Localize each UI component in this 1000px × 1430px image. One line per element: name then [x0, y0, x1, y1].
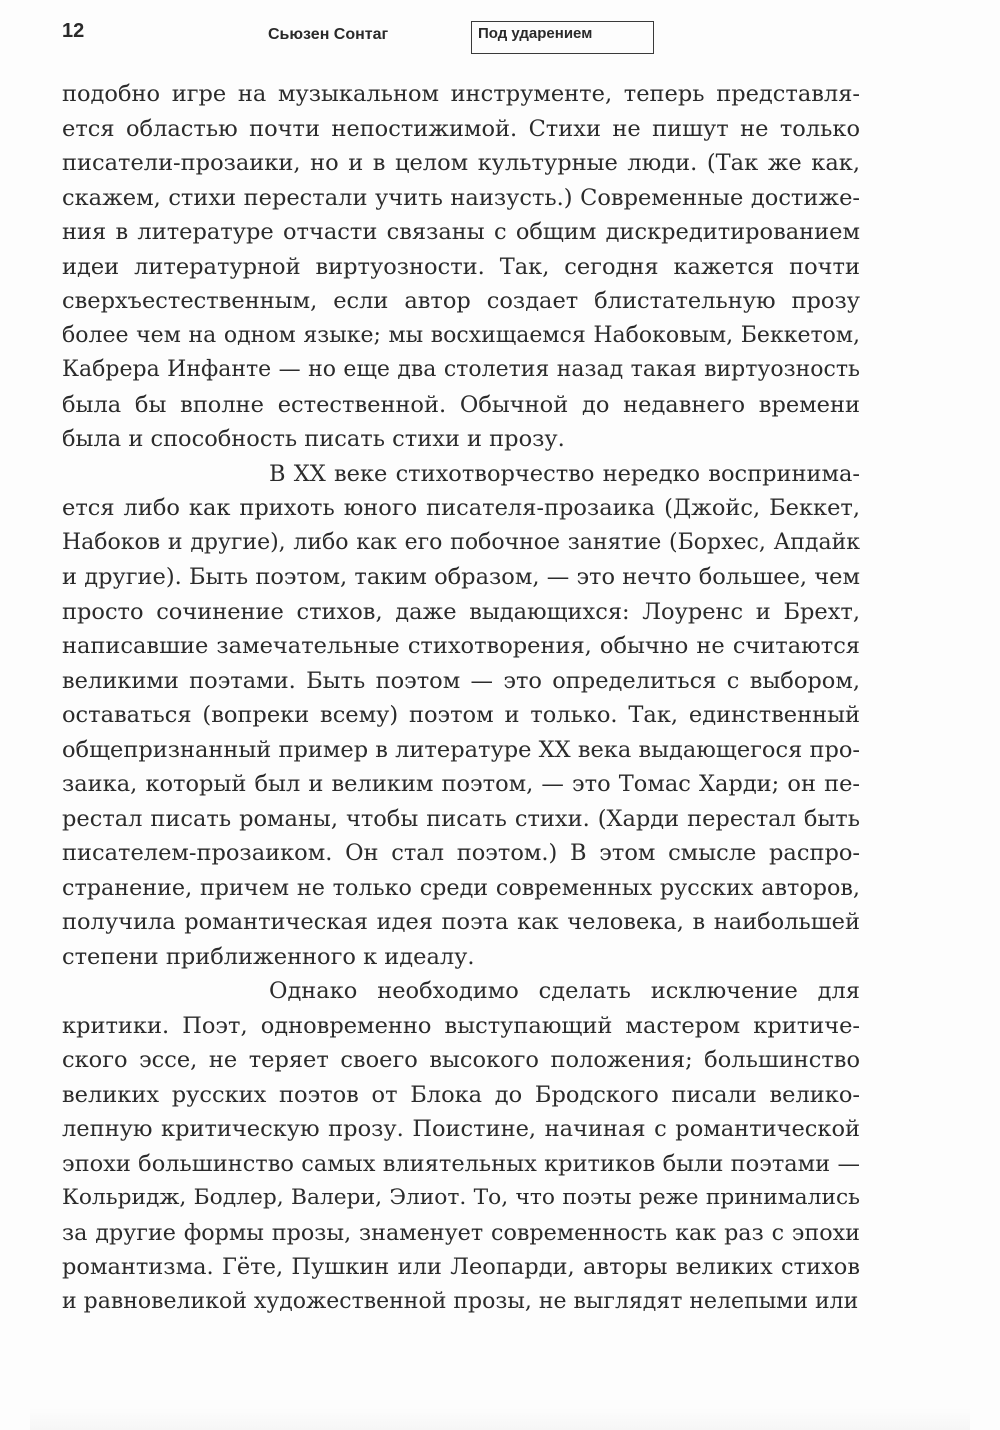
running-header-title-box — [471, 21, 654, 54]
text-line: сверхъестественным, если автор создает блистательную прозу — [62, 288, 860, 314]
text-line: рестал писать романы, чтобы писать стихи. (Харди перестал быть — [62, 805, 860, 832]
running-header — [0, 0, 1000, 70]
text-line: заика, который был и великим поэтом, — это Томас Харди; он пе- — [62, 771, 860, 797]
text-line: степени приближенного к идеалу. — [62, 943, 475, 970]
running-header-author: Сьюзен Сонтаг — [268, 26, 389, 43]
text-line: Набоков и другие), либо как его побочное занятие (Борхес, Апдайк — [62, 529, 860, 555]
paragraph — [62, 77, 860, 457]
text-line: Кабрера Инфанте — но еще два столетия назад такая виртуозность — [62, 357, 860, 382]
text-line: была и способность писать стихи и прозу. — [62, 426, 565, 452]
text-line: ского эссе, не теряет своего высокого положения; большинство — [62, 1047, 860, 1073]
text-line: просто сочинение стихов, даже выдающихся: Лоуренс и Брехт, — [62, 598, 860, 625]
text-line: лепную критическую прозу. Поистине, начиная с романтической — [62, 1116, 860, 1142]
text-line: идеи литературной виртуозности. Так, сегодня кажется почти — [62, 253, 860, 280]
text-line: получила романтическая идея поэта как человека, в наибольшей — [62, 909, 860, 935]
text-line: великими поэтами. Быть поэтом — это определиться с выбором, — [62, 667, 860, 694]
page-bottom-edge — [30, 1408, 970, 1430]
text-line: скажем, стихи перестали учить наизусть.) Современные достиже- — [62, 184, 860, 211]
text-line: ется либо как прихоть юного писателя-прозаика (Джойс, Беккет, — [62, 495, 860, 521]
text-line: оставаться (вопреки всему) поэтом и только. Так, единственный — [62, 702, 860, 728]
text-line: писатели-прозаики, но и в целом культурные люди. (Так же как, — [62, 150, 860, 176]
text-line: ется областью почти непостижимой. Стихи не пишут не только — [62, 115, 860, 142]
text-line: и другие). Быть поэтом, таким образом, — это нечто большее, чем — [62, 564, 860, 590]
text-line: общепризнанный пример в литературе XX века выдающегося про- — [62, 736, 860, 763]
paragraph — [62, 457, 860, 975]
paragraph — [62, 974, 860, 1319]
page-number: 12 — [62, 20, 85, 42]
text-line: Однако необходимо сделать исключение для — [269, 978, 860, 1004]
text-line: написавшие замечательные стихотворения, обычно не считаются — [62, 633, 860, 659]
text-line: романтизма. Гёте, Пушкин или Леопарди, авторы великих стихов — [62, 1254, 860, 1280]
text-line: критики. Поэт, одновременно выступающий мастером критиче- — [62, 1012, 860, 1039]
text-line: более чем на одном языке; мы восхищаемся Набоковым, Беккетом, — [62, 322, 860, 348]
text-line: была бы вполне естественной. Обычной до недавнего времени — [62, 391, 860, 418]
text-line: эпохи большинство самых влиятельных критиков были поэтами — — [62, 1150, 860, 1177]
text-line: за другие формы прозы, знаменует современность как раз с эпохи — [62, 1219, 860, 1246]
text-line: писателем-прозаиком. Он стал поэтом.) В этом смысле распро- — [62, 840, 860, 866]
running-header-title: Под ударением — [478, 25, 593, 42]
text-line: Кольридж, Бодлер, Валери, Элиот. То, что поэты реже принимались — [62, 1185, 860, 1210]
body-text — [62, 77, 860, 1319]
text-line: и равновеликой художественной прозы, не выглядят нелепыми или — [62, 1288, 859, 1314]
text-line: великих русских поэтов от Блока до Бродского писали велико- — [62, 1081, 860, 1108]
text-line: В XX веке стихотворчество нередко воспринима- — [269, 460, 860, 487]
text-line: подобно игре на музыкальном инструменте, теперь представля- — [62, 81, 860, 107]
text-line: ния в литературе отчасти связаны с общим дискредитированием — [62, 219, 860, 245]
text-line: странение, причем не только среди современных русских авторов, — [62, 874, 860, 901]
